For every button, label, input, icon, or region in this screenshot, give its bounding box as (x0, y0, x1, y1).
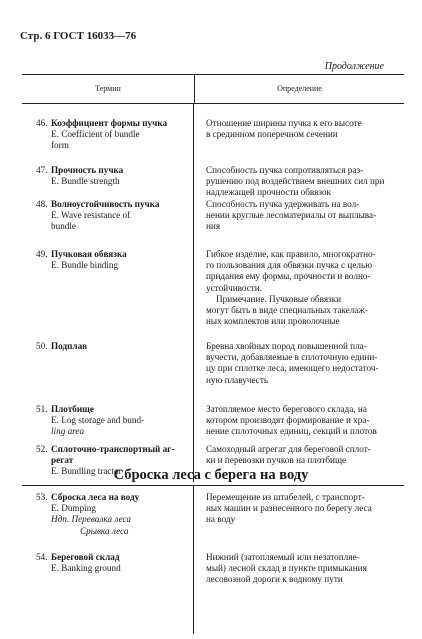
term-deprecated: Ндп. Перевалка леса (51, 514, 131, 525)
term-name: Пучковая обвязка (51, 249, 127, 259)
section-title: Сброска леса с берега на воду (113, 467, 309, 483)
term-definition: Затопляемое место берегового склада, на котором производят формирование и хра- нение сплоточных единиц, секций и плотов (206, 404, 377, 437)
term-name: Коэффициент формы пучка (51, 118, 168, 128)
column-header-definition: Определение (277, 84, 322, 94)
table-row: 46. Коэффициент формы пучка E. Coefficient of bundle form Отношение ширины пучка к его высоте в срединном поперечном сечении (22, 104, 404, 146)
terms-table-2 (22, 485, 404, 634)
term-english: E. Banking ground (51, 563, 121, 574)
term-name: Береговой склад (51, 552, 120, 562)
column-header-term: Термин (22, 75, 195, 103)
term-english: E. Bundling tractor (51, 466, 122, 477)
term-definition: Бревна хвойных пород повышенной пла- вучести, добавляемые в сплоточную едини- цу при сплотке леса, имеющего недостаточ- ную плавучесть (206, 341, 379, 385)
table-row: 49. Пучковая обвязка E. Bundle binding Гибкое изделие, как правило, многократно- го пользования для обвязки пучка с целью придания ему формы, прочности и волно- устойчивости. Примечание. Пучковые обвязки могут быть в виде специальных такелаж- ных комплектов или проволочные (22, 241, 404, 341)
table-header (22, 74, 404, 104)
table-row: 54. Береговой склад E. Banking ground Нижний (затопляемый или незатопляе- мый) лесной склад в пункте примыкания лесовозной дороги к водному пути (22, 544, 404, 634)
table-row: 50. Подплав Бревна хвойных пород повышенной пла- вучести, добавляемые в сплоточную едини- цу при сплотке леса, имеющего недостаточ- ную плавучесть (22, 341, 404, 400)
term-definition: Способность пучка сопротивляться раз- рушению под воздействием внешних сил при надлежащей прочности обвязок (206, 165, 385, 198)
term-name: Волноустойчивость пучка (51, 199, 160, 209)
term-definition: Нижний (затопляемый или незатопляе- мый) лесной склад в пункте примыкания лесовозной дороги к водному пути (206, 552, 367, 585)
table-row: 47. Прочность пучка E. Bundle strength Способность пучка сопротивляться раз- рушению под воздействием внешних сил при надлежащей прочности обвязок (22, 146, 404, 190)
term-name: Сплоточно-транспортный аг- (51, 444, 175, 454)
table-row: 52. Сплоточно-транспортный аг- регат E. Bundling tractor Самоходный агрегат для береговой сплот- ки и перевозки пучков на плотбище (22, 444, 404, 482)
page-header: Стр. 6 ГОСТ 16033—76 (20, 30, 137, 42)
terms-table (22, 74, 404, 482)
table-row: 53. Сброска леса на воду E. Dumping Ндп. Перевалка леса Срывка леса Перемещение из штабелей, с транспорт- ных машин и разнесенного по берегу леса на воду (22, 486, 404, 544)
term-definition: Перемещение из штабелей, с транспорт- ных машин и разнесенного по берегу леса на воду (206, 492, 372, 525)
term-english: E. Bundle binding (51, 260, 119, 271)
term-name: Сброска леса на воду (51, 492, 140, 502)
term-english: E. Dumping (51, 503, 96, 514)
table-row: 48. Волноустойчивость пучка E. Wave resistance of bundle Способность пучка удерживать на вол- нении круглые лесоматериалы от выплыва- ния (22, 190, 404, 241)
term-english: E. Bundle strength (51, 176, 120, 187)
term-name: Прочность пучка (51, 165, 124, 175)
term-english: E. Log storage and bund- (51, 415, 145, 426)
table-row: 51. Плотбище E. Log storage and bund- ling area Затопляемое место берегового склада, на котором производят формирование и хра- нение сплоточных единиц, секций и плотов (22, 400, 404, 444)
term-definition: Гибкое изделие, как правило, многократно- го пользования для обвязки пучка с целью придания ему формы, прочности и волно- устойчивости. Примечание. Пучковые обвязки могут быть в виде специальных такелаж- ных комплектов или проволочные (194, 241, 404, 341)
term-definition: Способность пучка удерживать на вол- нении круглые лесоматериалы от выплыва- ния (206, 199, 377, 232)
term-english: E. Wave resistance of (51, 210, 131, 221)
term-name: Плотбище (51, 404, 95, 414)
continuation-label: Продолжение (324, 61, 384, 72)
term-definition: Самоходный агрегат для береговой сплот- ки и перевозки пучков на плотбище (206, 444, 371, 466)
term-note: Примечание. Пучковые обвязки (216, 293, 342, 304)
term-english: E. Coefficient of bundle (51, 129, 140, 140)
term-definition: Отношение ширины пучка к его высоте в срединном поперечном сечении (206, 118, 362, 140)
term-name: Подплав (51, 341, 88, 351)
